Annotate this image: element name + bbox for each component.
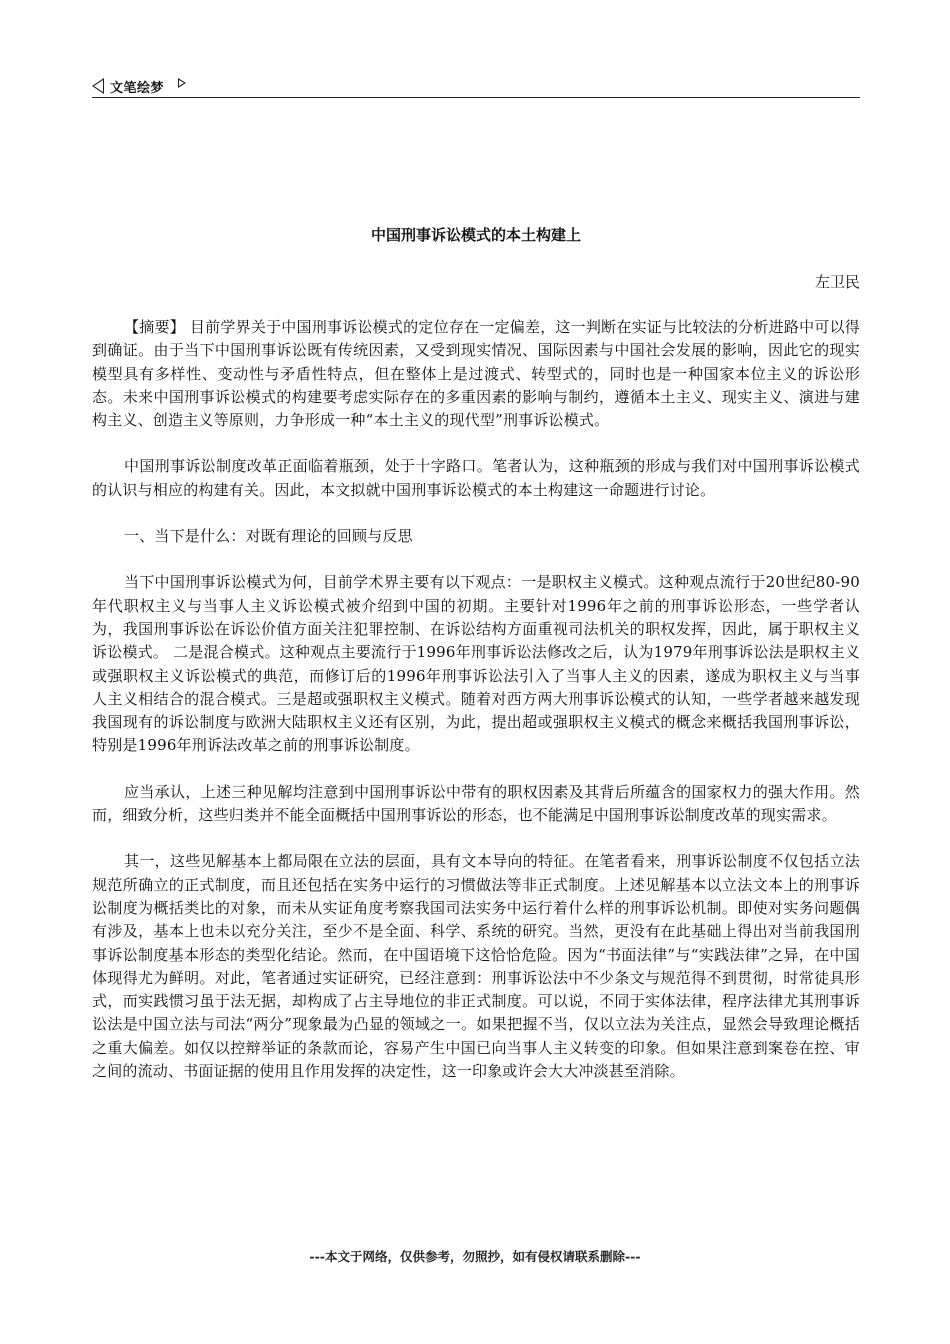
body-paragraph: 当下中国刑事诉讼模式为何，目前学术界主要有以下观点：一是职权主义模式。这种观点流行于20世纪80-90年代职权主义与当事人主义诉讼模式被介绍到中国的初期。主要针对1996年之前的刑事诉讼形态，一些学者认为，我国刑事诉讼在诉讼价值方面关注犯罪控制、在诉讼结构方面重视司法机关的职权发挥，因此，属于职权主义诉讼模式。 二是混合模式。这种观点主要流行于1996年刑事诉讼法修改之后，认为1979年刑事诉讼法是职权主义或强职权主义诉讼模式的典范，而修订后的1996年刑事诉讼法引入了当事人主义的因素，遂成为职权主义与当事人主义相结合的混合模式。三是超或强职权主义模式。随着对西方两大刑事诉讼模式的认知，一些学者越来越发现我国现有的诉讼制度与欧洲大陆职权主义还有区别，为此，提出超或强职权主义模式的概念来概括我国刑事诉讼，特别是1996年刑诉法改革之前的刑事诉讼制度。	[92, 573, 860, 755]
header-title: 文笔绘梦	[110, 80, 165, 96]
body-paragraph: 其一，这些见解基本上都局限在立法的层面，具有文本导向的特征。在笔者看来，刑事诉讼制度不仅包括立法规范所确立的正式制度，而且还包括在实务中运行的习惯做法等非正式制度。上述见解基本以立法文本上的刑事诉讼制度为概括类比的对象，而未从实证角度考察我国司法实务中运行着什么样的刑事诉讼机制。即使对实务问题偶有涉及，基本上也未以充分关注，至少不是全面、科学、系统的研究。当然，更没有在此基础上得出对当前我国刑事诉讼制度基本形态的类型化结论。然而，在中国语境下这恰恰危险。因为“书面法律”与“实践法律”之异，在中国体现得尤为鲜明。对此，笔者通过实证研究，已经注意到：刑事诉讼法中不少条文与规范得不到贯彻，时常徒具形式，而实践惯习虽于法无据，却构成了占主导地位的非正式制度。可以说，不同于实体法律，程序法律尤其刑事诉讼法是中国立法与司法“两分”现象最为凸显的领域之一。如果把握不当，仅以立法为关注点，显然会导致理论概括之重大偏差。如仅以控辩举证的条款而论，容易产生中国已向当事人主义转变的印象。但如果注意到案卷在控、审之间的流动、书面证据的使用且作用发挥的决定性，这一印象或许会大大冲淡甚至消除。	[92, 852, 860, 1081]
body-paragraph: 应当承认，上述三种见解均注意到中国刑事诉讼中带有的职权因素及其背后所蕴含的国家权力的强大作用。然而，细致分析，这些归类并不能全面概括中国刑事诉讼的形态，也不能满足中国刑事诉讼制度改革的现实需求。	[92, 782, 860, 825]
header-divider	[92, 97, 860, 98]
abstract-paragraph: 【摘要】 目前学界关于中国刑事诉讼模式的定位存在一定偏差，这一判断在实证与比较法的分析进路中可以得到确证。由于当下中国刑事诉讼既有传统因素，又受到现实情况、国际因素与中国社会发展的影响，因此它的现实模型具有多样性、变动性与矛盾性特点，但在整体上是过渡式、转型式的，同时也是一种国家本位主义的诉讼形态。未来中国刑事诉讼模式的构建要考虑实际存在的多重因素的影响与制约，遵循本土主义、现实主义、演进与建构主义、创造主义等原则，力争形成一种“本土主义的现代型”刑事诉讼模式。	[92, 318, 860, 430]
intro-paragraph: 中国刑事诉讼制度改革正面临着瓶颈，处于十字路口。笔者认为，这种瓶颈的形成与我们对中国刑事诉讼模式的认识与相应的构建有关。因此，本文拟就中国刑事诉讼模式的本土构建这一命题进行讨论。	[92, 457, 860, 499]
document-author: 左卫民	[814, 273, 860, 291]
document-body	[92, 316, 860, 1106]
section-heading: 一、当下是什么：对既有理论的回顾与反思	[124, 527, 413, 546]
document-title: 中国刑事诉讼模式的本土构建上	[370, 226, 581, 244]
triangle-right-icon	[178, 78, 186, 88]
footer-notice: ---本文于网络，仅供参考，勿照抄，如有侵权请联系删除---	[309, 1249, 641, 1264]
page-header	[92, 74, 860, 98]
triangle-left-icon	[92, 78, 104, 94]
